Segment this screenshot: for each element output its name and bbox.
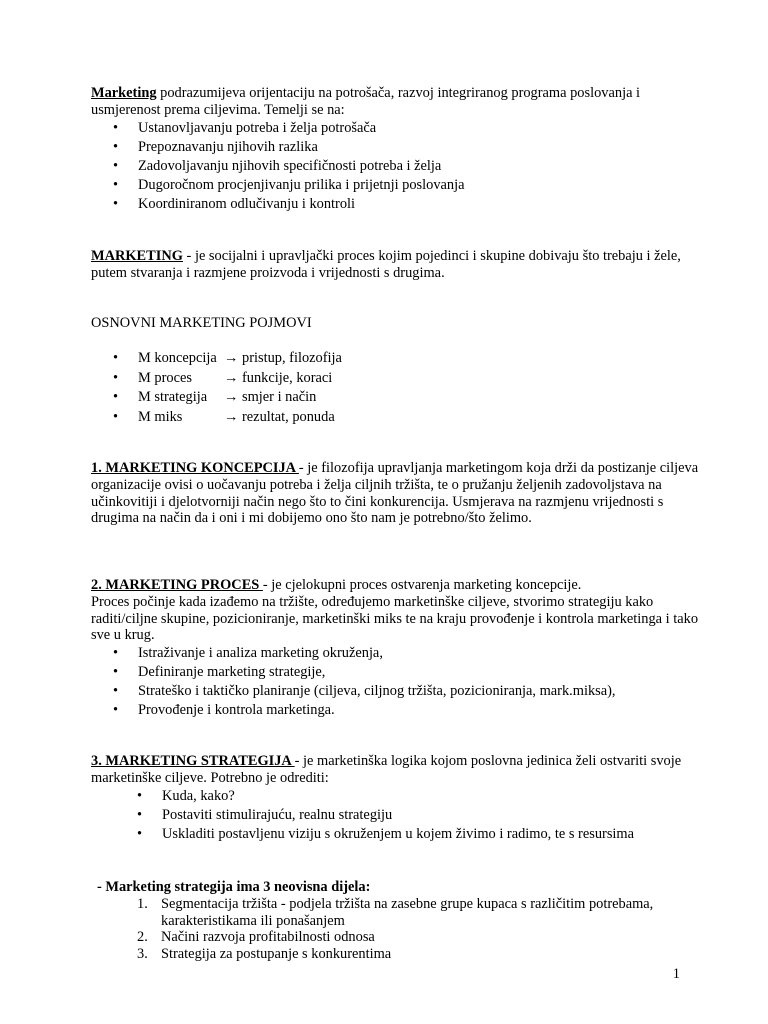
list-item: • Zadovoljavanju njihovih specifičnosti potreba i želja — [91, 157, 708, 176]
pojam-term: M koncepcija — [138, 350, 217, 366]
arrow-icon: → — [224, 369, 239, 386]
proces-bullet-list — [91, 644, 708, 720]
list-item: • Strateško i taktičko planiranje (ciljeva, ciljnog tržišta, pozicioniranja, mark.miksa), — [91, 682, 708, 701]
item-number: 3. — [137, 945, 148, 962]
arrow-icon: → — [224, 408, 239, 425]
pojam-desc: funkcije, koraci — [242, 369, 333, 386]
pojmovi-heading-block — [91, 315, 708, 332]
definition-term: MARKETING — [91, 248, 183, 264]
dijelovi-numbered-list — [91, 896, 708, 962]
dijelovi-heading: - Marketing strategija ima 3 neovisna dijela: — [97, 879, 371, 895]
section-strategija — [91, 753, 708, 844]
intro-text: podrazumijeva orijentaciju na potrošača, razvoj integriranog programa poslovanja i usmjerenost prema ciljevima. Temelji se na: — [91, 85, 641, 118]
pojmovi-heading: OSNOVNI MARKETING POJMOVI — [91, 315, 312, 331]
pojam-term: M proces — [138, 369, 192, 386]
item-text: Segmentacija tržišta - podjela tržišta na zasebne grupe kupaca s različitim potrebama, karakteristikama ili ponašanjem — [161, 896, 654, 929]
page-number: 1 — [672, 966, 680, 982]
item-number: 2. — [137, 929, 148, 945]
pojmovi-list — [91, 349, 708, 427]
proces-paragraph-2: Proces počinje kada izađemo na tržište, određujemo marketinške ciljeve, stvorimo strategiju kako raditi/ciljne skupine, pozicioniranje, marketinški miks te na kraju provođenje i kontrola marketinga i tako sve u krug. — [91, 593, 699, 644]
intro-bullet-list — [91, 119, 708, 214]
item-text: Načini razvoja profitabilnosti odnosa — [161, 929, 375, 945]
list-item — [91, 946, 708, 963]
list-item — [91, 369, 708, 389]
definition-section — [91, 248, 708, 282]
pojam-desc: smjer i način — [242, 389, 317, 405]
koncepcija-heading: 1. MARKETING KONCEPCIJA — [91, 460, 299, 476]
list-item — [91, 408, 708, 428]
list-item: • Provođenje i kontrola marketinga. — [91, 701, 708, 720]
list-item: • Koordiniranom odlučivanju i kontroli — [91, 195, 708, 214]
item-number: 1. — [137, 896, 148, 912]
strategija-bullet-list — [91, 787, 708, 844]
strategija-text: - je marketinška logika kojom poslovna jedinica želi ostvariti svoje marketinške ciljeve. Potrebno je odrediti: — [91, 753, 682, 786]
strategija-paragraph — [91, 753, 708, 787]
arrow-icon: → — [224, 350, 239, 366]
list-item — [91, 929, 708, 946]
list-item: • Ustanovljavanju potreba i želja potrošača — [91, 119, 708, 138]
list-item — [91, 896, 708, 929]
koncepcija-text: - je filozofija upravljanja marketingom koja drži da postizanje ciljeva organizacije ovisi o uočavanju potreba i želja ciljnih tržišta, te o pružanju željenih zadovoljstava na učinkovitiji i djelotvorniji način nego što to čini konkurencija. Usmjerava na razmjenu vrijednosti s drugima na način da i oni i mi dobijemo ono što nam je potrebno/što želimo. — [91, 460, 699, 527]
pojmovi-section — [91, 349, 708, 427]
pojam-desc: rezultat, ponuda — [242, 408, 335, 425]
definition-paragraph — [91, 248, 708, 282]
list-item: • Uskladiti postavljenu viziju s okruženjem u kojem živimo i radimo, te s resursima — [91, 825, 708, 844]
list-item: • Prepoznavanju njihovih razlika — [91, 138, 708, 157]
item-text: Strategija za postupanje s konkurentima — [161, 945, 392, 962]
list-item: • Dugoročnom procjenjivanju prilika i prijetnji poslovanja — [91, 176, 708, 195]
proces-paragraph — [91, 577, 708, 594]
intro-term: Marketing — [91, 85, 157, 101]
dijelovi-list-block — [91, 896, 708, 962]
list-item — [91, 349, 708, 369]
proces-heading: 2. MARKETING PROCES — [91, 577, 263, 593]
intro-section — [91, 85, 708, 214]
pojam-term: M miks — [138, 408, 183, 425]
strategija-heading: 3. MARKETING STRATEGIJA — [91, 753, 295, 769]
list-item: • Definiranje marketing strategije, — [91, 663, 708, 682]
section-proces — [91, 577, 708, 720]
pojam-term: M strategija — [138, 389, 208, 405]
section-dijelovi — [97, 879, 708, 896]
list-item: • Kuda, kako? — [91, 787, 708, 806]
list-item: • Istraživanje i analiza marketing okruženja, — [91, 644, 708, 663]
list-item — [91, 388, 708, 408]
intro-paragraph — [91, 85, 708, 119]
pojam-desc: pristup, filozofija — [242, 350, 342, 366]
proces-text: - je cjelokupni proces ostvarenja marketing koncepcije. — [262, 577, 582, 593]
list-item: • Postaviti stimulirajuću, realnu strategiju — [91, 806, 708, 825]
section-koncepcija — [91, 460, 708, 527]
koncepcija-paragraph — [91, 460, 708, 527]
definition-text: - je socijalni i upravljački proces kojim pojedinci i skupine dobivaju što trebaju i žele, putem stvaranja i razmjene proizvoda i vrijednosti s drugima. — [91, 248, 681, 281]
arrow-icon: → — [224, 389, 239, 405]
